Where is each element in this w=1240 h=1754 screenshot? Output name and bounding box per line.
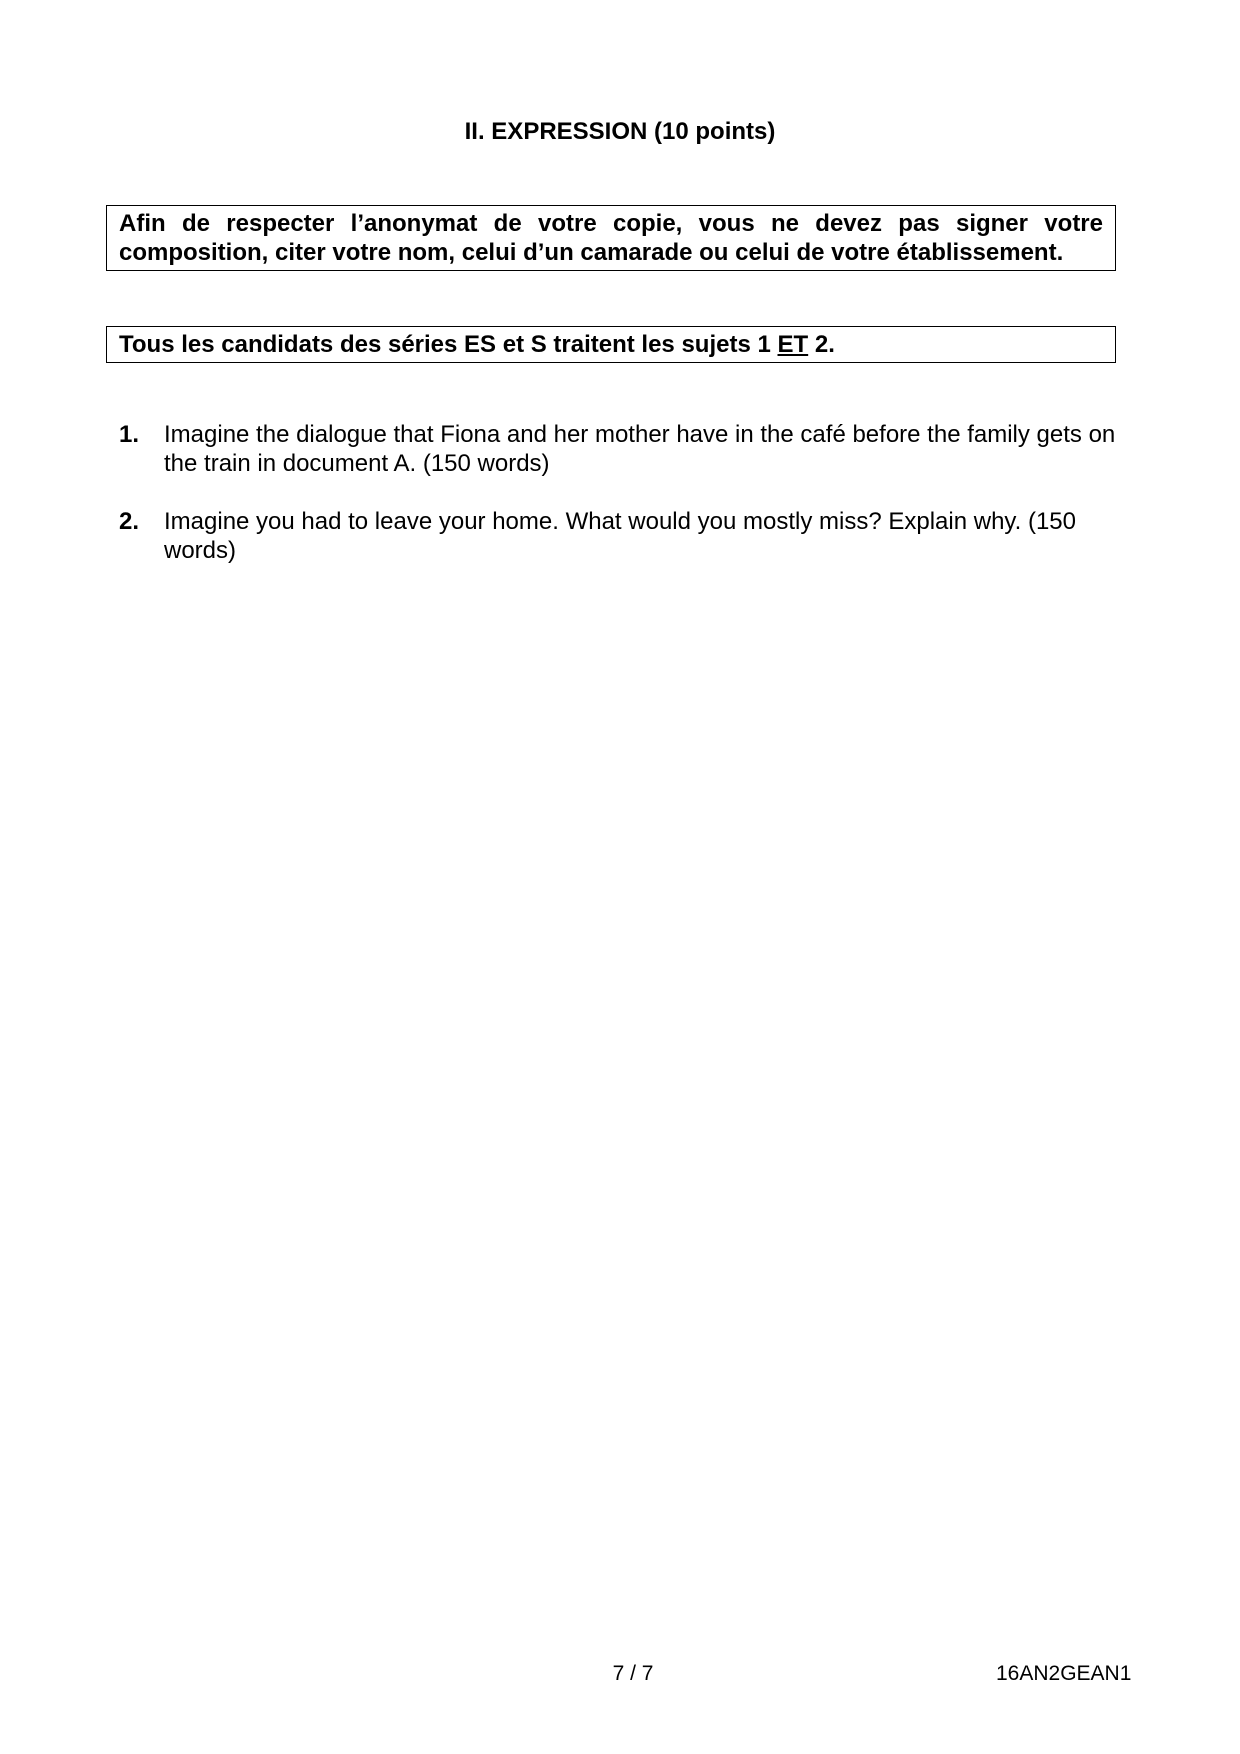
subjects-notice-box: [106, 326, 1116, 363]
question-text: Imagine you had to leave your home. What would you mostly miss? Explain why. (150 words): [164, 508, 1076, 564]
question-number: 2.: [119, 508, 140, 535]
anonymity-notice-text: Afin de respecter l’anonymat de votre copie, vous ne devez pas signer votre composition, citer votre nom, celui d’un camarade ou celui de votre établissement.: [119, 210, 1103, 266]
question-number: 1.: [119, 421, 140, 448]
subjects-notice-end: 2.: [808, 331, 835, 358]
question-text: Imagine the dialogue that Fiona and her mother have in the café before the family gets on the train in document A. (150 words): [164, 421, 1116, 477]
document-code: 16AN2GEAN1: [996, 1662, 1132, 1685]
section-title: II. EXPRESSION (10 points): [464, 118, 776, 145]
question-item: [119, 507, 1129, 565]
subjects-notice-text: Tous les candidats des séries ES et S traitent les sujets 1: [119, 331, 778, 358]
anonymity-notice-box: [106, 205, 1116, 271]
subjects-notice-underlined: ET: [777, 331, 809, 358]
page-number: 7 / 7: [612, 1662, 654, 1685]
question-item: [119, 420, 1129, 478]
